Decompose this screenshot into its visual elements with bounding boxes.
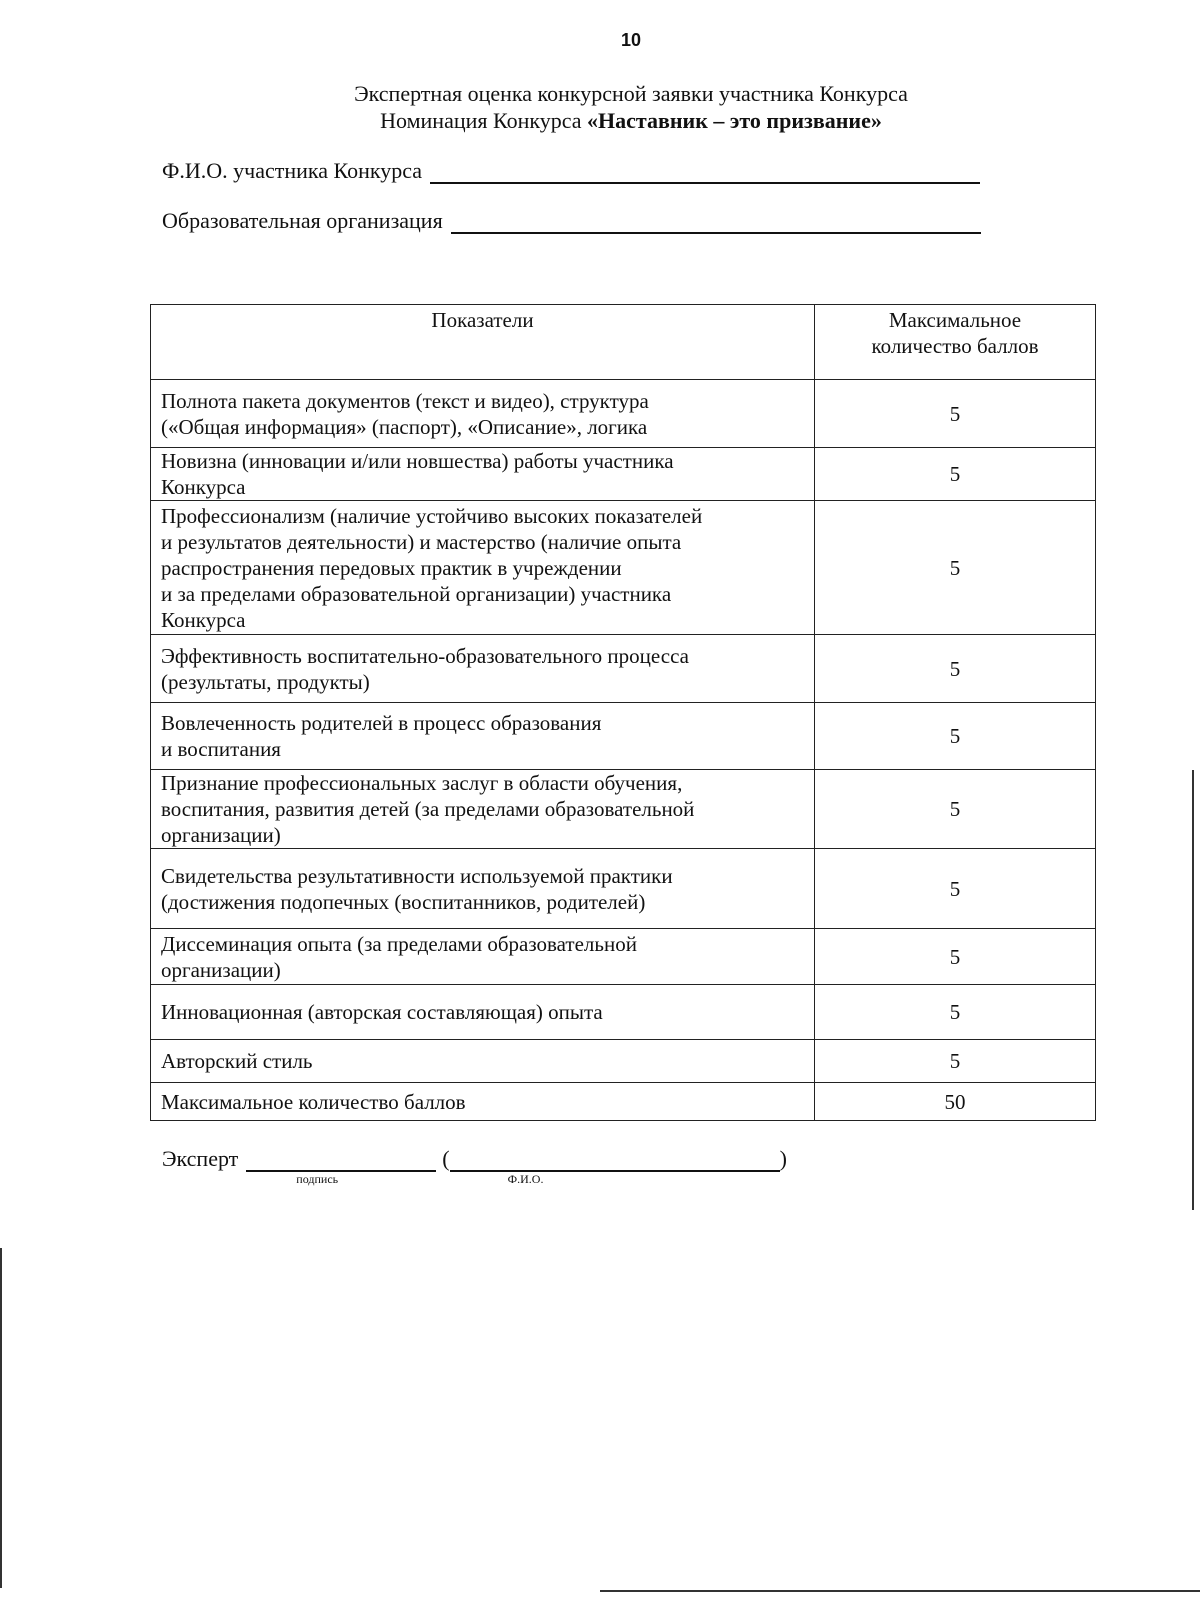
indicator-text-line: («Общая информация» (паспорт), «Описание», логика	[161, 414, 648, 439]
organization-blank-line[interactable]	[451, 210, 981, 234]
table-row	[151, 849, 1096, 929]
fio-caption: Ф.И.О.	[507, 1172, 544, 1186]
indicator-text-line: Эффективность воспитательно-образовательного процесса	[161, 643, 689, 668]
scores-table	[150, 304, 1096, 1121]
document-title	[0, 80, 1200, 134]
table-row	[151, 501, 1096, 635]
indicator-text-line: (достижения подопечных (воспитанников, родителей)	[161, 889, 646, 914]
title-line-1: Экспертная оценка конкурсной заявки участника Конкурса	[354, 81, 908, 106]
indicator-text-line: и за пределами образовательной организации) участника	[161, 581, 672, 606]
max-score-cell: 5	[815, 929, 1096, 985]
indicator-text-line: организации)	[161, 823, 281, 847]
indicator-cell	[151, 703, 815, 770]
signature-blank-line[interactable]	[246, 1148, 436, 1186]
participant-blank-line[interactable]	[430, 160, 980, 184]
max-score-cell: 5	[815, 703, 1096, 770]
indicator-text-line: воспитания, развития детей (за пределами образовательной	[161, 797, 695, 821]
max-score-cell: 5	[815, 635, 1096, 703]
fio-blank-line[interactable]	[450, 1148, 780, 1186]
table-row	[151, 703, 1096, 770]
indicator-text-line: Свидетельства результативности используемой практики	[161, 863, 673, 888]
indicator-text-line: Инновационная (авторская составляющая) опыта	[161, 1000, 603, 1024]
indicator-text-line: организации)	[161, 957, 281, 982]
indicator-text-line: и результатов деятельности) и мастерство (наличие опыта	[161, 529, 682, 554]
indicator-cell	[151, 635, 815, 703]
max-score-cell: 5	[815, 985, 1096, 1040]
indicator-cell	[151, 770, 815, 849]
max-score-cell: 5	[815, 380, 1096, 448]
table-row	[151, 1040, 1096, 1083]
scan-edge-bottom	[600, 1590, 1200, 1592]
indicator-text-line: Авторский стиль	[161, 1049, 313, 1073]
indicator-cell	[151, 380, 815, 448]
indicator-text-line: Новизна (инновации и/или новшества) работы участника	[161, 449, 674, 473]
table-row	[151, 448, 1096, 501]
header-max-score	[815, 305, 1096, 380]
max-score-cell: 5	[815, 1040, 1096, 1083]
open-paren: (	[442, 1146, 450, 1171]
signature-caption: подпись	[296, 1172, 339, 1186]
indicator-text-line: Признание профессиональных заслуг в области обучения,	[161, 771, 683, 795]
indicator-text-line: Вовлеченность родителей в процесс образования	[161, 711, 602, 735]
table-body	[151, 380, 1096, 1121]
table-row	[151, 380, 1096, 448]
indicator-cell	[151, 1083, 815, 1121]
indicator-text-line: Диссеминация опыта (за пределами образовательной	[161, 931, 637, 956]
title-line-2-prefix: Номинация Конкурса	[380, 108, 588, 133]
nomination-name: «Наставник – это призвание»	[587, 108, 882, 133]
indicator-cell	[151, 1040, 815, 1083]
indicator-text-line: Конкурса	[161, 607, 246, 632]
close-paren: )	[779, 1146, 787, 1171]
max-score-cell: 5	[815, 501, 1096, 635]
header-max-score-line1: Максимальное	[888, 308, 1022, 332]
max-score-cell: 5	[815, 849, 1096, 929]
organization-label: Образовательная организация	[162, 208, 443, 233]
organization-field	[162, 208, 981, 234]
indicator-text-line: и воспитания	[161, 737, 281, 761]
scan-edge-left	[0, 1248, 2, 1588]
participant-field	[162, 158, 980, 184]
indicator-text-line: (результаты, продукты)	[161, 669, 370, 694]
table-header-row	[151, 305, 1096, 380]
table-row	[151, 635, 1096, 703]
expert-signature-row	[162, 1146, 787, 1186]
scan-edge-right	[1192, 770, 1194, 1210]
title-line-2	[0, 107, 1200, 134]
indicator-text-line: Максимальное количество баллов	[161, 1089, 466, 1114]
indicator-cell	[151, 501, 815, 635]
indicator-text-line: Полнота пакета документов (текст и видео), структура	[161, 388, 649, 413]
indicator-text-line: Конкурса	[161, 475, 246, 499]
table-row	[151, 1083, 1096, 1121]
expert-label: Эксперт	[162, 1146, 239, 1171]
max-score-cell: 5	[815, 448, 1096, 501]
indicator-text-line: Профессионализм (наличие устойчиво высоких показателей	[161, 503, 703, 528]
header-indicator: Показатели	[151, 305, 815, 380]
table-row	[151, 770, 1096, 849]
table-row	[151, 985, 1096, 1040]
max-score-cell: 5	[815, 770, 1096, 849]
max-score-cell: 50	[815, 1083, 1096, 1121]
participant-label: Ф.И.О. участника Конкурса	[162, 158, 423, 183]
indicator-cell	[151, 985, 815, 1040]
indicator-cell	[151, 849, 815, 929]
header-max-score-line2: количество баллов	[871, 334, 1039, 358]
indicator-text-line: распространения передовых практик в учреждении	[161, 555, 622, 580]
indicator-cell	[151, 448, 815, 501]
indicator-cell	[151, 929, 815, 985]
table-row	[151, 929, 1096, 985]
page-number: 10	[620, 30, 642, 50]
